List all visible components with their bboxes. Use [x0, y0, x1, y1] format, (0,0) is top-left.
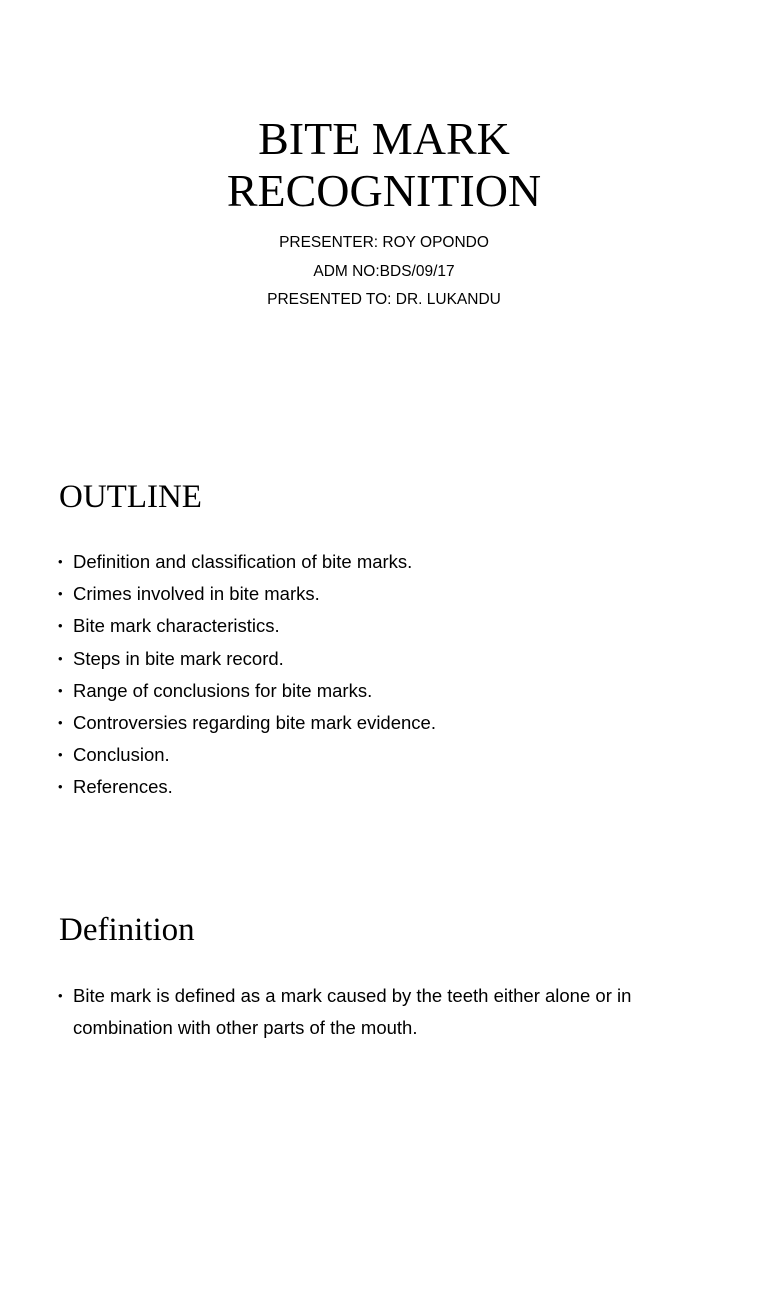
title-line-2: RECOGNITION	[226, 165, 542, 216]
list-item-text: Crimes involved in bite marks.	[73, 583, 320, 605]
list-item	[58, 610, 718, 642]
definition-slide	[0, 864, 768, 1296]
list-item	[58, 643, 718, 675]
bullet-icon: •	[58, 554, 63, 569]
list-item-text: Steps in bite mark record.	[73, 647, 284, 669]
list-item-text: Controversies regarding bite mark evidence.	[73, 712, 436, 734]
definition-heading: Definition	[59, 912, 195, 948]
admission-number: ADM NO:BDS/09/17	[313, 262, 455, 280]
outline-list	[58, 546, 718, 804]
list-item	[58, 578, 718, 610]
bullet-icon: •	[58, 682, 63, 698]
title-line-1: BITE MARK	[258, 113, 510, 164]
list-item-text: References.	[73, 776, 173, 798]
list-item-text: Bite mark is defined as a mark caused by the teeth either alone or in combination with other parts of the mouth.	[73, 985, 632, 1039]
bullet-icon: •	[58, 779, 63, 795]
bullet-icon: •	[58, 747, 63, 763]
list-item	[58, 980, 698, 1044]
list-item	[58, 739, 718, 771]
presentation-title	[0, 113, 768, 217]
bullet-icon: •	[58, 715, 63, 731]
list-item-text: Range of conclusions for bite marks.	[73, 679, 373, 701]
bullet-icon: •	[58, 618, 63, 634]
list-item-text: Conclusion.	[73, 744, 170, 766]
list-item	[58, 771, 718, 803]
outline-heading: OUTLINE	[59, 479, 202, 515]
presenter-name: PRESENTER: ROY OPONDO	[279, 234, 489, 251]
presented-to: PRESENTED TO: DR. LUKANDU	[267, 291, 501, 308]
list-item	[58, 675, 718, 707]
list-item	[58, 707, 718, 739]
bullet-icon: •	[58, 650, 63, 666]
bullet-icon: •	[58, 988, 63, 1003]
list-item-text: Definition and classification of bite marks.	[73, 551, 413, 572]
definition-list	[58, 980, 698, 1044]
bullet-icon: •	[58, 586, 63, 602]
list-item-text: Bite mark characteristics.	[73, 615, 280, 637]
title-slide	[0, 0, 768, 432]
list-item	[58, 546, 718, 578]
outline-slide	[0, 432, 768, 864]
presenter-info	[0, 229, 768, 315]
